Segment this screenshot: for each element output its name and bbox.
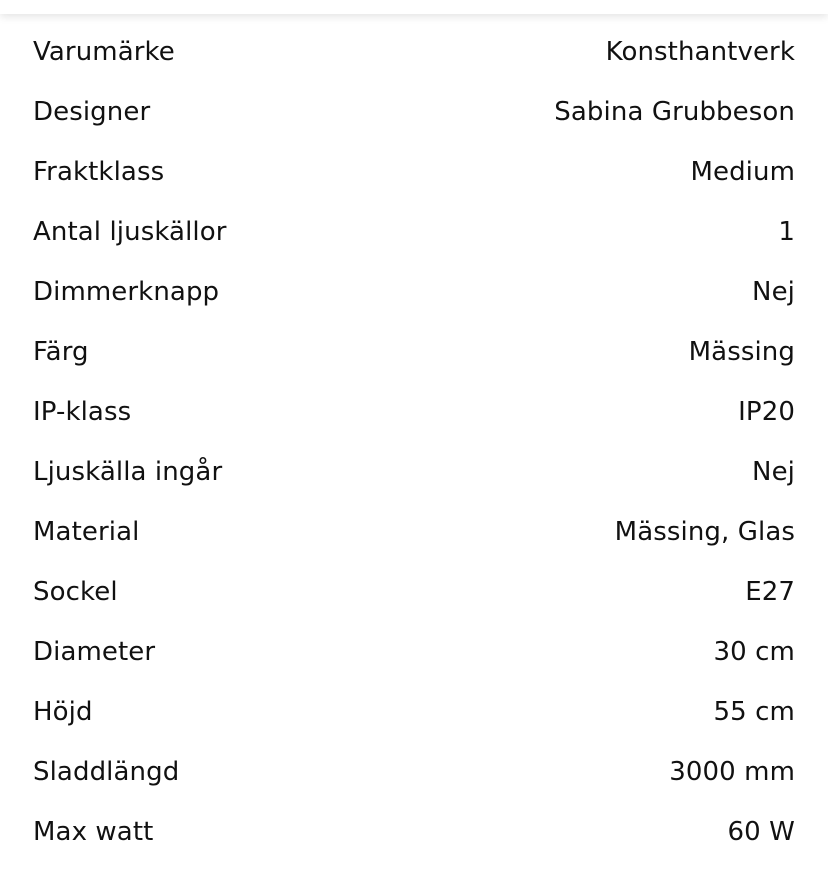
spec-label: Fraktklass: [33, 157, 165, 187]
spec-label: Designer: [33, 97, 151, 127]
spec-value: 60 W: [727, 817, 795, 847]
spec-value: E27: [745, 577, 795, 607]
spec-label: IP-klass: [33, 397, 132, 427]
spec-value: Nej: [752, 277, 795, 307]
spec-label: Sladdlängd: [33, 757, 180, 787]
spec-label: Material: [33, 517, 140, 547]
spec-label: Höjd: [33, 697, 93, 727]
spec-label: Max watt: [33, 817, 154, 847]
spec-value: Medium: [690, 157, 795, 187]
spec-row-color: [0, 322, 828, 382]
spec-value: 30 cm: [713, 637, 795, 667]
spec-row-brand: [0, 22, 828, 82]
spec-row-dimmer: [0, 262, 828, 322]
spec-row-cord-length: [0, 742, 828, 802]
spec-value: 3000 mm: [669, 757, 795, 787]
spec-row-designer: [0, 82, 828, 142]
spec-value: Mässing: [688, 337, 795, 367]
spec-label: Sockel: [33, 577, 118, 607]
spec-row-ip-class: [0, 382, 828, 442]
spec-label: Diameter: [33, 637, 156, 667]
spec-value: Sabina Grubbeson: [554, 97, 795, 127]
spec-row-light-source-included: [0, 442, 828, 502]
spec-value: Konsthantverk: [605, 37, 795, 67]
spec-label: Varumärke: [33, 37, 175, 67]
spec-row-shipping-class: [0, 142, 828, 202]
product-specifications-table: [0, 22, 828, 862]
spec-row-max-watt: [0, 802, 828, 862]
spec-row-height: [0, 682, 828, 742]
spec-value: 1: [778, 217, 795, 247]
spec-value: IP20: [738, 397, 795, 427]
spec-value: 55 cm: [713, 697, 795, 727]
header-shadow-bar: [0, 0, 828, 14]
spec-row-light-sources: [0, 202, 828, 262]
spec-row-socket: [0, 562, 828, 622]
spec-value: Mässing, Glas: [614, 517, 795, 547]
spec-label: Antal ljuskällor: [33, 217, 227, 247]
spec-label: Dimmerknapp: [33, 277, 220, 307]
spec-row-material: [0, 502, 828, 562]
spec-value: Nej: [752, 457, 795, 487]
spec-label: Färg: [33, 337, 89, 367]
spec-row-diameter: [0, 622, 828, 682]
spec-label: Ljuskälla ingår: [33, 457, 223, 487]
